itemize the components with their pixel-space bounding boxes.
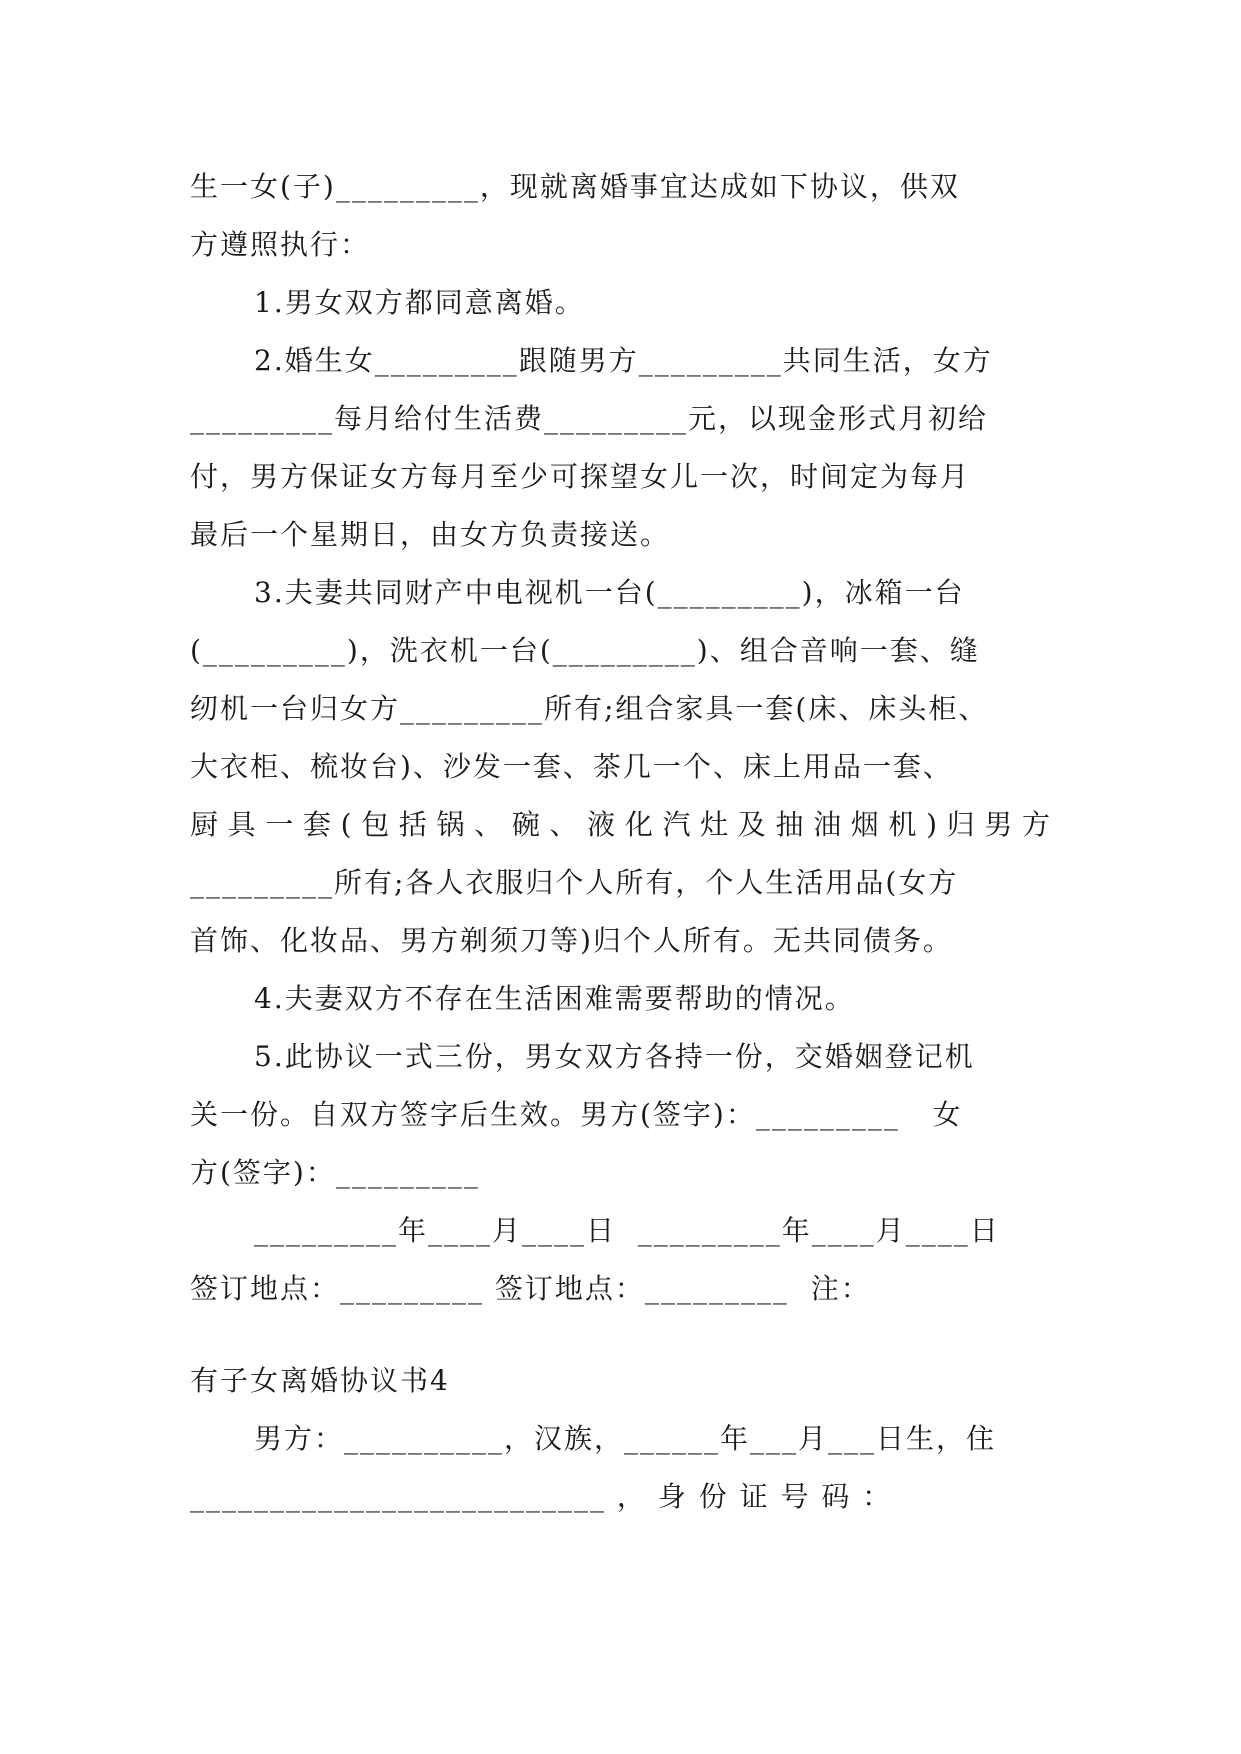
text-line: 纫机一台归女方_________所有;组合家具一套(床、床头柜、 [190,692,989,725]
text-line: 方遵照执行： [190,228,371,261]
man-info-line: 男方：__________，汉族，______年___月___日生，住 [254,1422,997,1455]
text-line: 关一份。自双方签字后生效。男方(签字)：_________ 女 [190,1098,963,1131]
text-line: 首饰、化妆品、男方剃须刀等)归个人所有。无共同债务。 [190,924,953,957]
text-line: _________所有;各人衣服归个人所有，个人生活用品(女方 [190,866,959,899]
document-body [190,158,1052,1526]
text-line: 付，男方保证女方每月至少可探望女儿一次，时间定为每月 [190,460,971,493]
text-line: 大衣柜、梳妆台)、沙发一套、茶几一个、床上用品一套、 [190,750,953,783]
text-line: 最后一个星期日，由女方负责接送。 [190,518,671,551]
clause-1: 1.男女双方都同意离婚。 [254,286,585,319]
text-line: 厨具一套(包括锅、碗、液化汽灶及抽油烟机)归男方 [190,808,1052,841]
clause-3: 3.夫妻共同财产中电视机一台(_________)，冰箱一台 [254,576,965,609]
text-line: 生一女(子)_________，现就离婚事宜达成如下协议，供双 [190,170,960,203]
id-number-line: __________________________ ， 身 份 证 号 码 ： [190,1480,893,1513]
text-line: (_________)，洗衣机一台(_________)、组合音响一套、缝 [190,634,980,667]
text-line: _________每月给付生活费_________元，以现金形式月初给 [190,402,989,435]
section-title: 有子女离婚协议书4 [190,1364,450,1397]
clause-5: 5.此协议一式三份，男女双方各持一份，交婚姻登记机 [254,1040,975,1073]
signature-date-line: _________年____月____日 _________年____月____日 [254,1214,1000,1247]
clause-4: 4.夫妻双方不存在生活困难需要帮助的情况。 [254,982,855,1015]
clause-2: 2.婚生女_________跟随男方_________共同生活，女方 [254,344,993,377]
signing-place-line: 签订地点：_________ 签订地点：_________ 注： [190,1272,871,1305]
text-line: 方(签字)：_________ [190,1156,480,1189]
